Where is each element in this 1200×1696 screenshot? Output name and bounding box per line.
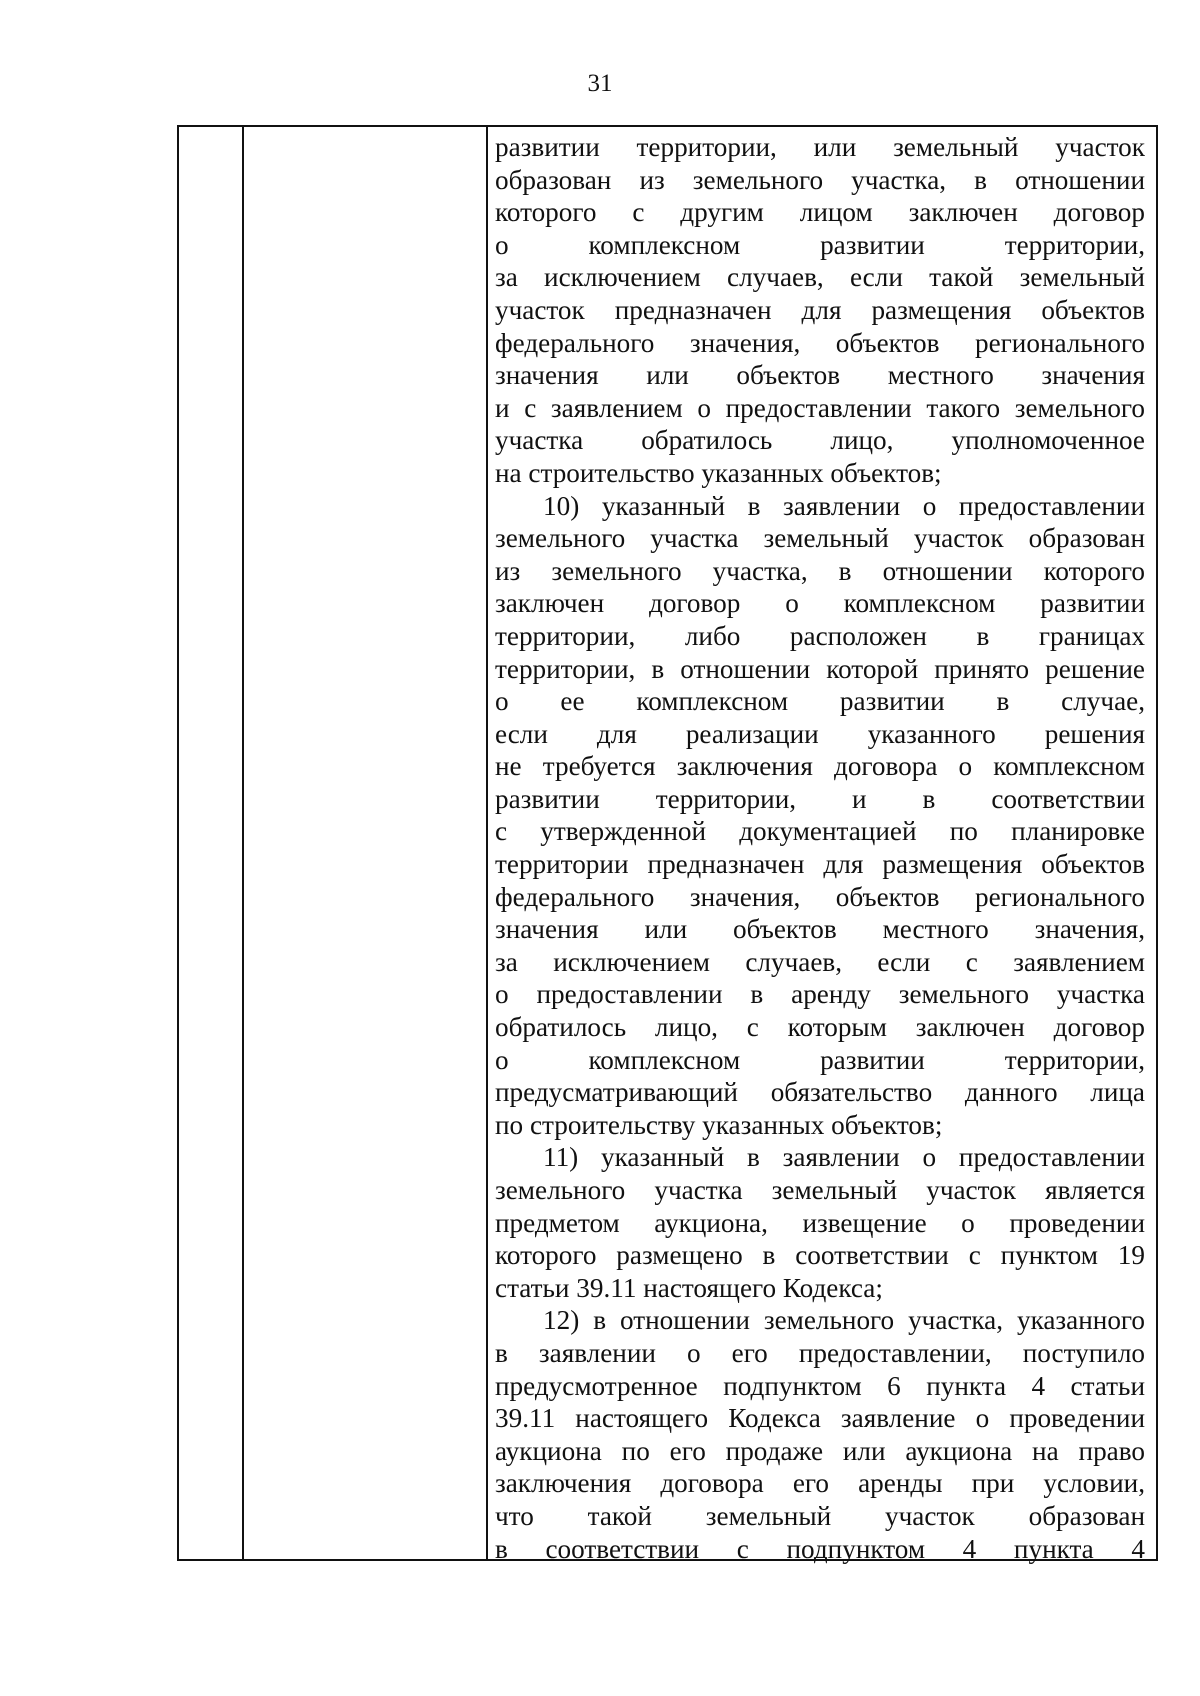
text-line: предусмотренное подпунктом 6 пункта 4 статьи [495,1370,1145,1401]
text-line: федерального значения, объектов регионального [495,327,1145,358]
text-line: заключения договора его аренды при условии, [495,1468,1145,1499]
text-line: значения или объектов местного значения [495,360,1145,391]
text-line: земельного участка земельный участок является [495,1175,1145,1205]
text-line: которого с другим лицом заключен договор [495,197,1145,228]
text-line: в соответствии с подпунктом 4 пункта 4 [495,1533,1145,1564]
item-10-start: 10) указанный в заявлении о предоставлении [543,490,1145,521]
text-line: которого размещено в соответствии с пунктом 19 [495,1240,1145,1271]
text-line: участка обратилось лицо, уполномоченное [495,425,1145,456]
content-table [177,125,1158,1564]
text-line: если для реализации указанного решения [495,718,1145,749]
text-line: из земельного участка, в отношении которого [495,555,1145,586]
item-12-start: 12) в отношении земельного участка, указанного [543,1305,1145,1336]
text-line: и с заявлением о предоставлении такого земельного [495,392,1145,423]
item-11-start: 11) указанный в заявлении о предоставлении [543,1142,1145,1173]
column-divider-2 [486,127,488,1559]
text-line: образован из земельного участка, в отношении [495,164,1145,195]
text-line: о комплексном развитии территории, [495,229,1145,260]
text-line: 39.11 настоящего Кодекса заявление о проведении [495,1403,1145,1434]
text-line: в заявлении о его предоставлении, поступило [495,1337,1145,1368]
text-line: значения или объектов местного значения, [495,914,1145,945]
text-line: о предоставлении в аренду земельного участка [495,979,1145,1010]
text-line: земельного участка земельный участок образован [495,523,1145,554]
table-cell-text [495,131,1145,1565]
text-line: аукциона по его продаже или аукциона на право [495,1435,1145,1466]
text-line: что такой земельный участок образован [495,1500,1145,1531]
text-line: за исключением случаев, если такой земельный [495,262,1145,293]
text-line: на строительство указанных объектов; [495,457,942,488]
text-line: предусматривающий обязательство данного лица [495,1077,1145,1108]
text-line: территории, либо расположен в границах [495,620,1145,651]
text-line: территории, в отношении которой принято решение [495,653,1145,684]
column-divider-1 [242,127,244,1559]
text-line: с утвержденной документацией по планировке [495,816,1145,847]
text-line: развитии территории, и в соответствии [495,783,1145,814]
text-line: развитии территории, или земельный участок [495,132,1145,162]
text-line: о ее комплексном развитии в случае, [495,686,1145,717]
text-line: о комплексном развитии территории, [495,1044,1145,1075]
text-line: заключен договор о комплексном развитии [495,588,1145,619]
text-line: федерального значения, объектов регионального [495,881,1145,912]
text-line: по строительству указанных объектов; [495,1109,943,1140]
text-line: обратилось лицо, с которым заключен договор [495,1012,1145,1043]
text-line: предметом аукциона, извещение о проведении [495,1207,1145,1238]
page-number: 31 [587,70,613,97]
text-line: не требуется заключения договора о комплексном [495,751,1145,782]
text-line: за исключением случаев, если с заявлением [495,946,1145,977]
text-line: территории предназначен для размещения объектов [495,849,1145,880]
text-line: статьи 39.11 настоящего Кодекса; [495,1272,883,1303]
text-line: участок предназначен для размещения объектов [495,294,1145,325]
